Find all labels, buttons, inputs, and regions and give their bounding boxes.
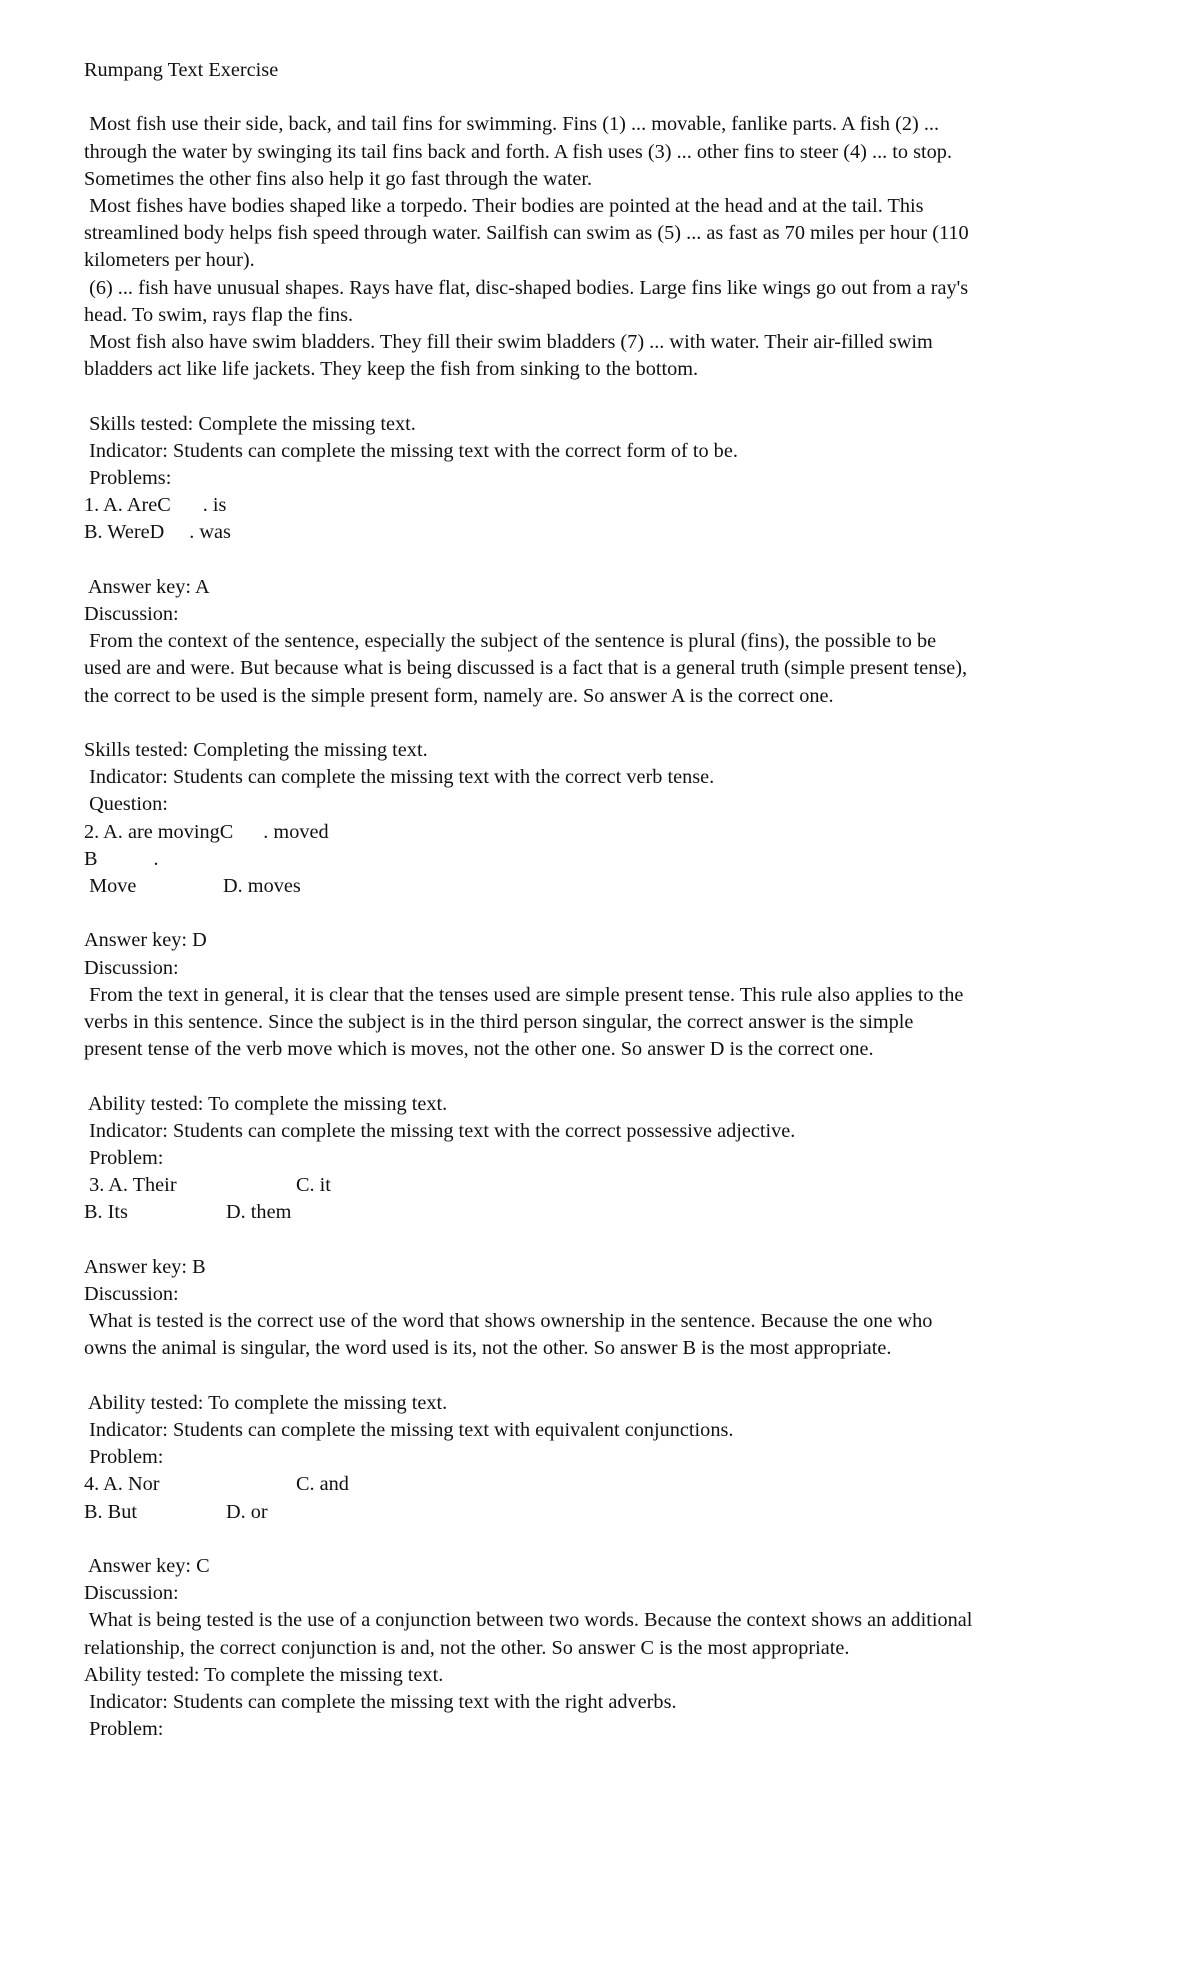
passage bbox=[84, 111, 1124, 383]
passage-line: (6) ... fish have unusual shapes. Rays have flat, disc-shaped bodies. Large fins like wings go out from a ray's bbox=[84, 276, 969, 299]
options-row-2 bbox=[84, 846, 1124, 873]
discussion-line: What is tested is the correct use of the word that shows ownership in the sentence. Because the one who bbox=[84, 1310, 933, 1333]
discussion-line: relationship, the correct conjunction is and, not the other. So answer C is the most appropriate. bbox=[84, 1636, 850, 1659]
problem-label: Question: bbox=[84, 793, 168, 816]
indicator: Indicator: Students can complete the missing text with the correct possessive adjective. bbox=[84, 1119, 796, 1142]
options-row-2 bbox=[84, 1499, 1124, 1526]
option-d: . was bbox=[189, 521, 231, 544]
discussion-label: Discussion: bbox=[84, 956, 179, 979]
option-b: B bbox=[84, 847, 98, 870]
question-5 bbox=[84, 1662, 1124, 1744]
spacer bbox=[84, 1227, 1124, 1254]
problem-label: Problem: bbox=[84, 1718, 164, 1741]
options-row-1 bbox=[84, 819, 1124, 846]
spacer bbox=[84, 547, 1124, 574]
discussion-line: From the context of the sentence, especially the subject of the sentence is plural (fins), the possible to be bbox=[84, 630, 937, 653]
question-2 bbox=[84, 737, 1124, 1063]
passage-line: head. To swim, rays flap the fins. bbox=[84, 303, 354, 326]
option-d: D. moves bbox=[223, 875, 301, 898]
options-row-2 bbox=[84, 519, 1124, 546]
passage-line: Most fish use their side, back, and tail fins for swimming. Fins (1) ... movable, fanlike parts. A fish (2) ... bbox=[84, 113, 940, 136]
spacer bbox=[84, 710, 1124, 737]
indicator: Indicator: Students can complete the missing text with equivalent conjunctions. bbox=[84, 1419, 734, 1442]
options-row-2 bbox=[84, 1199, 1124, 1226]
discussion-line: From the text in general, it is clear that the tenses used are simple present tense. This rule also applies to the bbox=[84, 983, 964, 1006]
option-d: D. or bbox=[226, 1500, 268, 1523]
passage-line: Most fishes have bodies shaped like a torpedo. Their bodies are pointed at the head and at the tail. This bbox=[84, 195, 924, 217]
option-a: 1. A. AreC bbox=[84, 494, 171, 517]
discussion-line: verbs in this sentence. Since the subject is in the third person singular, the correct answer is the simple bbox=[84, 1011, 914, 1034]
document-content bbox=[84, 57, 1124, 1743]
discussion-line: What is being tested is the use of a conjunction between two words. Because the context shows an additional bbox=[84, 1609, 973, 1632]
discussion-line: present tense of the verb move which is moves, not the other one. So answer D is the correct one. bbox=[84, 1038, 874, 1061]
indicator: Indicator: Students can complete the missing text with the right adverbs. bbox=[84, 1691, 677, 1714]
passage-line: streamlined body helps fish speed through water. Sailfish can swim as (5) ... as fast as 70 miles per hour (110 bbox=[84, 222, 969, 245]
option-b-dot: . bbox=[153, 847, 159, 870]
option-c: . moved bbox=[263, 820, 329, 843]
discussion-line: used are and were. But because what is being discussed is a fact that is a general truth (simple present tense), bbox=[84, 657, 968, 680]
skill-tested: Skills tested: Completing the missing text. bbox=[84, 739, 428, 762]
spacer bbox=[84, 1063, 1124, 1090]
discussion-label: Discussion: bbox=[84, 1582, 179, 1605]
question-4 bbox=[84, 1390, 1124, 1662]
passage-line: Most fish also have swim bladders. They fill their swim bladders (7) ... with water. Their air-filled swim bbox=[84, 331, 933, 354]
option-c: . is bbox=[202, 494, 227, 517]
question-1 bbox=[84, 411, 1124, 710]
option-c: C. and bbox=[296, 1473, 349, 1496]
discussion-label: Discussion: bbox=[84, 1283, 179, 1306]
option-b: B. But bbox=[84, 1500, 137, 1523]
option-a: 2. A. are movingC bbox=[84, 820, 234, 843]
problem-label: Problem: bbox=[84, 1446, 164, 1469]
passage-line: kilometers per hour). bbox=[84, 249, 255, 272]
options-row-3 bbox=[84, 873, 1124, 900]
discussion-line: the correct to be used is the simple present form, namely are. So answer A is the correct one. bbox=[84, 684, 834, 707]
option-b: B. WereD bbox=[84, 521, 165, 544]
option-b-text: Move bbox=[84, 875, 137, 898]
discussion-line: owns the animal is singular, the word used is its, not the other. So answer B is the most appropriate. bbox=[84, 1337, 892, 1360]
answer-key: Answer key: A bbox=[84, 575, 210, 598]
option-d: D. them bbox=[226, 1201, 292, 1224]
option-a: 4. A. Nor bbox=[84, 1473, 160, 1496]
spacer bbox=[84, 383, 1124, 410]
indicator: Indicator: Students can complete the missing text with the correct form of to be. bbox=[84, 439, 738, 462]
answer-key: Answer key: D bbox=[84, 929, 207, 952]
discussion-label: Discussion: bbox=[84, 603, 179, 626]
options-row-1 bbox=[84, 492, 1124, 519]
skill-tested: Ability tested: To complete the missing text. bbox=[84, 1663, 444, 1686]
spacer bbox=[84, 900, 1124, 927]
options-row-1 bbox=[84, 1172, 1124, 1199]
question-3 bbox=[84, 1091, 1124, 1363]
skill-tested: Ability tested: To complete the missing text. bbox=[84, 1092, 448, 1115]
passage-line: Sometimes the other fins also help it go fast through the water. bbox=[84, 167, 593, 190]
answer-key: Answer key: C bbox=[84, 1555, 210, 1578]
spacer bbox=[84, 1526, 1124, 1553]
passage-line: bladders act like life jackets. They keep the fish from sinking to the bottom. bbox=[84, 358, 699, 381]
options-row-1 bbox=[84, 1471, 1124, 1498]
option-a: 3. A. Their bbox=[84, 1174, 177, 1197]
problem-label: Problem: bbox=[84, 1147, 164, 1170]
skill-tested: Skills tested: Complete the missing text. bbox=[84, 412, 416, 435]
answer-key: Answer key: B bbox=[84, 1255, 206, 1278]
option-b: B. Its bbox=[84, 1201, 128, 1224]
problem-label: Problems: bbox=[84, 467, 172, 490]
indicator: Indicator: Students can complete the missing text with the correct verb tense. bbox=[84, 766, 715, 789]
skill-tested: Ability tested: To complete the missing text. bbox=[84, 1391, 448, 1414]
passage-line: through the water by swinging its tail fins back and forth. A fish uses (3) ... other fins to steer (4) ... to stop. bbox=[84, 140, 953, 163]
option-c: C. it bbox=[296, 1174, 331, 1197]
spacer bbox=[84, 1363, 1124, 1390]
document-title: Rumpang Text Exercise bbox=[84, 59, 279, 81]
